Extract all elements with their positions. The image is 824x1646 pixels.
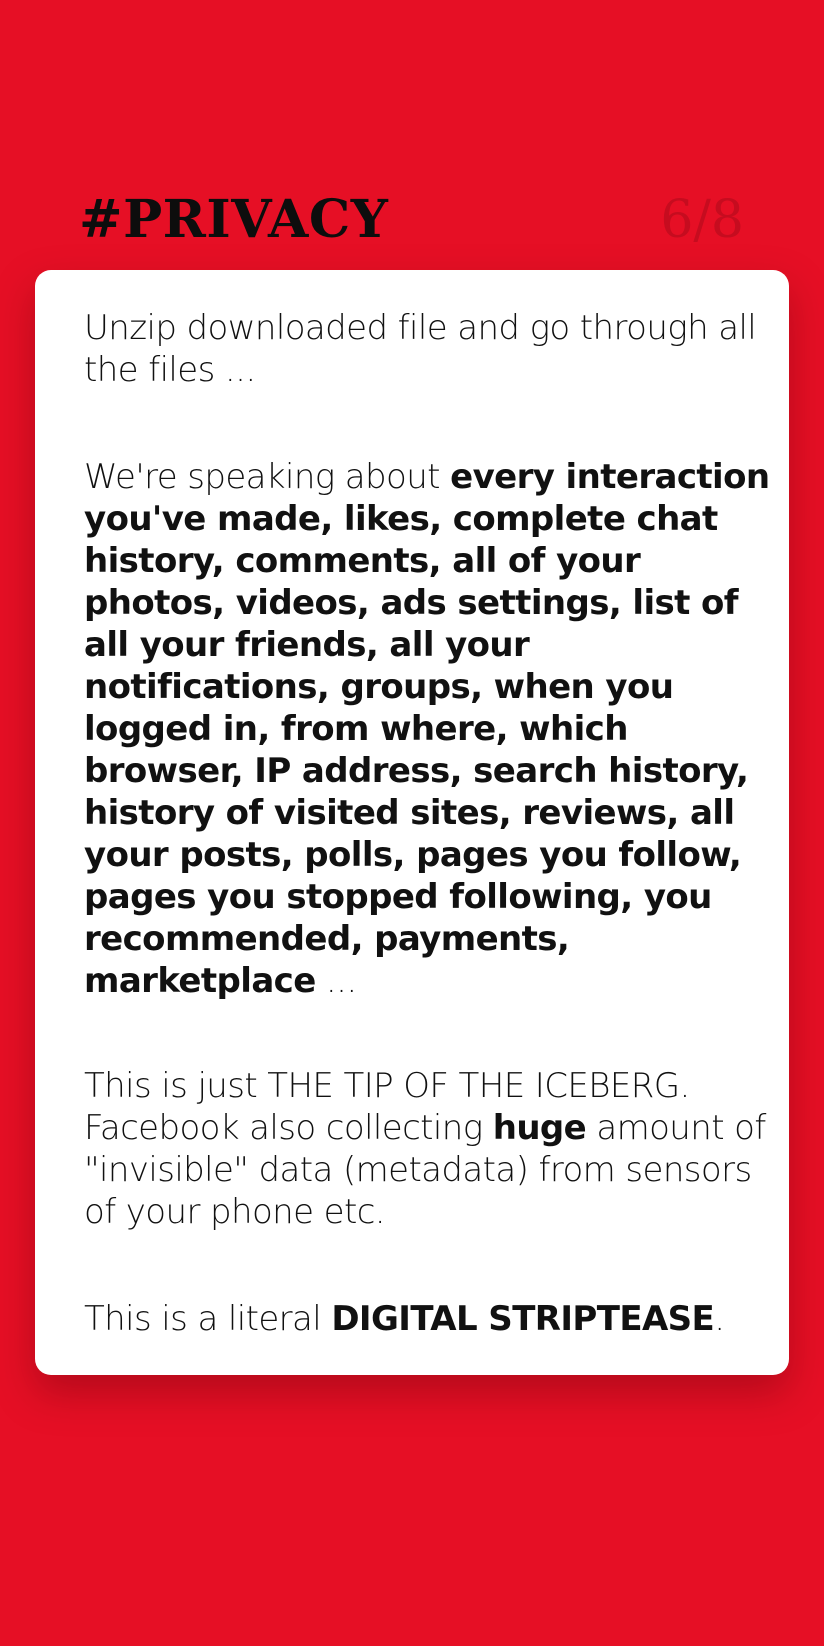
paragraph-striptease — [84, 1298, 774, 1340]
paragraph-data-list-lead: We're speaking about — [84, 457, 451, 497]
paragraph-striptease-bold: DIGITAL STRIPTEASE — [331, 1299, 715, 1339]
paragraph-iceberg-lead: This is just THE TIP OF THE ICEBERG. Facebook also collecting — [84, 1066, 690, 1148]
paragraph-striptease-lead: This is a literal — [84, 1299, 332, 1339]
paragraph-data-list-tail: ... — [315, 961, 357, 1001]
paragraph-unzip: Unzip downloaded file and go through all the files ... — [84, 308, 757, 390]
page-counter: 6/8 — [660, 190, 744, 250]
paragraph-iceberg — [84, 1065, 774, 1233]
page-title: #PRIVACY — [79, 189, 389, 250]
header — [79, 190, 744, 250]
paragraph-data-list-bold: every interaction you've made, likes, complete chat history, comments, all of your photos, videos, ads settings, list of all your friends, all your notifications, groups, when you logged in, from where, which browser, IP address, search history, history of visited sites, reviews, all your posts, polls, pages you follow, pages you stopped following, you recommended, payments, marketplace — [84, 457, 770, 1001]
content-card — [35, 270, 789, 1375]
paragraph-iceberg-bold: huge — [492, 1108, 587, 1148]
paragraph-data-list — [84, 456, 774, 1002]
paragraph-striptease-tail: . — [714, 1299, 725, 1339]
paragraph-iceberg-tail: amount of "invisible" data (metadata) from sensors of your phone etc. — [84, 1108, 766, 1232]
